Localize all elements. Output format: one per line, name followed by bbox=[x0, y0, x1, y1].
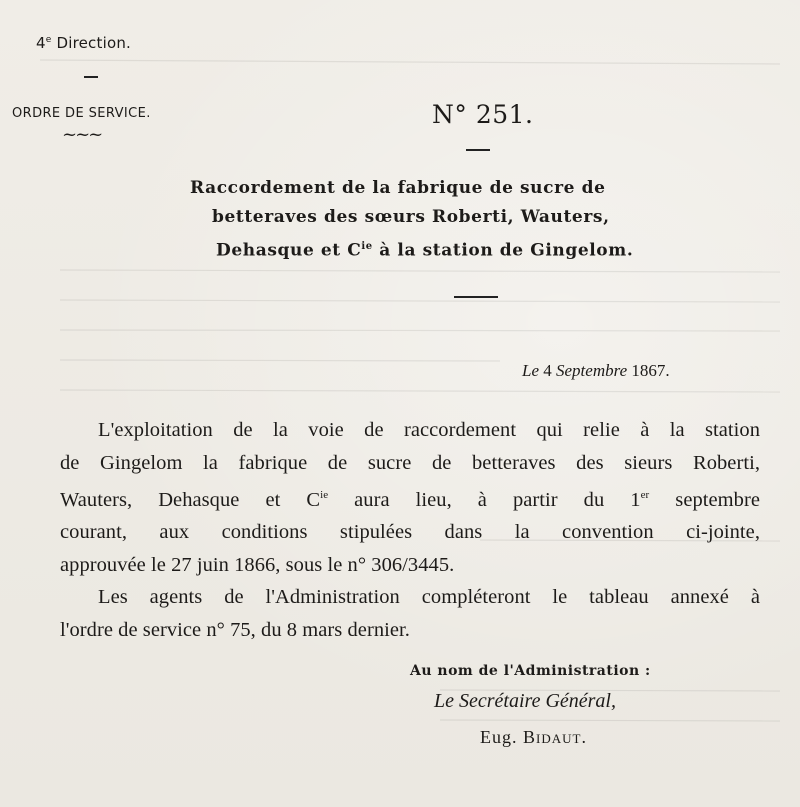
body-line: de Gingelom la fabrique de sucre de betteraves des sieurs Roberti, bbox=[60, 451, 760, 474]
body-text bbox=[60, 414, 760, 646]
body-line: L'exploitation de la voie de raccordement qui relie à la station bbox=[98, 419, 760, 441]
ornament-swash: ~~~ bbox=[62, 124, 102, 145]
signature-heading: Au nom de l'Administration : bbox=[410, 663, 651, 679]
header-dash bbox=[84, 76, 98, 78]
number-dash bbox=[466, 149, 490, 151]
title-line-3: Dehasque et $C^{ie}$ à la station de Gingelom. bbox=[216, 240, 634, 261]
title-line-2: betteraves des sœurs Roberti, Wauters, bbox=[212, 207, 610, 227]
order-number: N° 251. bbox=[432, 100, 534, 129]
body-line: l'ordre de service n° 75, du 8 mars dernier. bbox=[60, 618, 410, 641]
signature-role: Le Secrétaire Général, bbox=[434, 690, 616, 712]
document-date: Le 4 Septembre 1867. bbox=[522, 361, 670, 380]
document-title bbox=[190, 174, 770, 266]
ordre-de-service-label: ORDRE DE SERVICE. bbox=[12, 106, 151, 121]
signature-name: Eug. Bidaut. bbox=[480, 727, 587, 747]
title-rule bbox=[454, 296, 498, 298]
body-line: Les agents de l'Administration compléteront le tableau annexé à bbox=[98, 586, 760, 609]
body-line: approuvée le 27 juin 1866, sous le n° 306/3445. bbox=[60, 553, 455, 576]
title-line-1: Raccordement de la fabrique de sucre de bbox=[190, 178, 606, 198]
direction-label: 4e Direction. bbox=[36, 34, 131, 52]
body-line: courant, aux conditions stipulées dans la convention ci-jointe, bbox=[60, 521, 760, 544]
body-line: Wauters, Dehasque et $C^{ie}$ aura lieu, à partir du 1er septembre bbox=[60, 488, 760, 511]
